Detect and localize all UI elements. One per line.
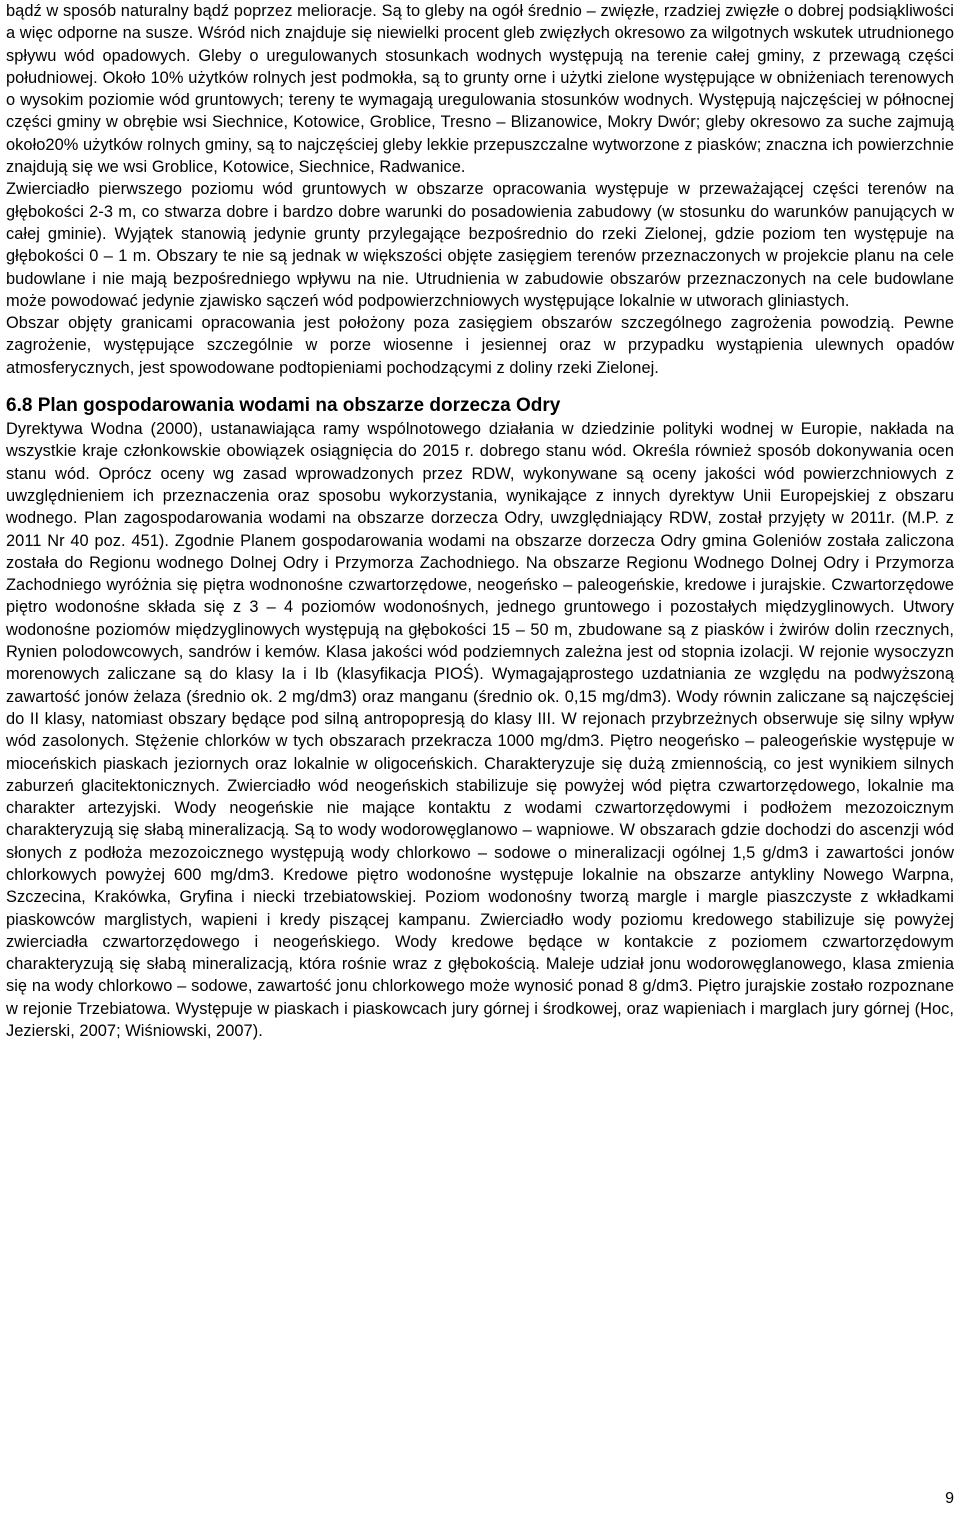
paragraph-soils: bądź w sposób naturalny bądź poprzez melioracje. Są to gleby na ogół średnio – zwięzłe, rzadziej zwięzłe o dobrej podsiąkliwości a więc odporne na susze. Wśród nich znajduje się niewielki procent gleb zwięzłych okresowo za wilgotnych wskutek utrudnionego spływu wód opadowych. Gleby o uregulowanych stosunkach wodnych występują na terenie całej gminy, z przewagą części południowej. Około 10% użytków rolnych jest podmokła, są to grunty orne i użytki zielone występujące w obniżeniach terenowych o wysokim poziomie wód gruntowych; tereny te wymagają uregulowania stosunków wodnych. Występują najczęściej w północnej części gminy w obrębie wsi Siechnice, Kotowice, Groblice, Tresno – Blizanowice, Mokry Dwór; gleby okresowo za suche zajmują około20% użytków rolnych gminy, są to najczęściej gleby lekkie przepuszczalne wytworzone z piasków; znaczna ich powierzchnie znajdują się we wsi Groblice, Kotowice, Siechnice, Radwanice. <box>6 2 954 177</box>
paragraph-groundwater: Zwierciadło pierwszego poziomu wód gruntowych w obszarze opracowania występuje w przeważającej części terenów na głębokości 2-3 m, co stwarza dobre i bardzo dobre warunki do posadowienia zabudowy (w stosunku do warunków panujących w całej gminie). Wyjątek stanowią jedynie grunty przylegające bezpośrednio do rzeki Zielonej, gdzie poziom ten występuje na głębokości 0 – 1 m. Obszary te nie są jednak w większości objęte zasięgiem terenów przeznaczonych w projekcie planu na cele budowlane i nie mają bezpośredniego wpływu na nie. Utrudnienia w zabudowie obszarów przeznaczonych na cele budowlane może powodować jedynie zjawisko sączeń wód podpowierzchniowych występujące lokalnie w utworach gliniastych. <box>6 180 954 310</box>
paragraph-flood-risk: Obszar objęty granicami opracowania jest położony poza zasięgiem obszarów szczególnego zagrożenia powodzią. Pewne zagrożenie, występujące szczególnie w porze wiosenne i jesiennej oraz w przypadku wystąpienia ulewnych opadów atmosferycznych, jest spowodowane podtopieniami pochodzącymi z doliny rzeki Zielonej. <box>6 314 954 377</box>
document-page <box>6 0 954 1042</box>
page-number: 9 <box>945 1490 954 1507</box>
paragraph-water-management: Dyrektywa Wodna (2000), ustanawiająca ramy wspólnotowego działania w dziedzinie polityki wodnej w Europie, nakłada na wszystkie kraje członkowskie obowiązek osiągnięcia do 2015 r. dobrego stanu wód. Określa również sposób dokonywania ocen stanu wód. Oprócz oceny wg zasad wprowadzonych przez RDW, wykonywane są oceny jakości wód powierzchniowych z uwzględnieniem ich przeznaczenia oraz sposobu wykorzystania, wynikające z innych dyrektyw Unii Europejskiej z obszaru wodnego. Plan zagospodarowania wodami na obszarze dorzecza Odry, uwzględniający RDW, został przyjęty w 2011r. (M.P. z 2011 Nr 40 poz. 451). Zgodnie Planem gospodarowania wodami na obszarze dorzecza Odry gmina Goleniów została zaliczona została do Regionu wodnego Dolnej Odry i Przymorza Zachodniego. Na obszarze Regionu Wodnego Dolnej Odry i Przymorza Zachodniego wyróżnia się piętra wodnonośne czwartorzędowe, neogeńsko – paleogeńskie, kredowe i jurajskie. Czwartorzędowe piętro wodonośne składa się z 3 – 4 poziomów wodonośnych, jednego gruntowego i pozostałych międzyglinowych. Utwory wodonośne poziomów międzyglinowych występują na głębokości 15 – 50 m, zbudowane są z piasków i żwirów dolin rzecznych, Rynien polodowcowych, sandrów i kemów. Klasa jakości wód podziemnych zależna jest od stopnia izolacji. W rejonie wysoczyzn morenowych zaliczane są do klasy Ia i Ib (klasyfikacja PIOŚ). Wymagająprostego uzdatniania ze względu na podwyższoną zawartość jonów żelaza (średnio ok. 2 mg/dm3) oraz manganu (średnio ok. 0,15 mg/dm3). Wody równin zaliczane są najczęściej do II klasy, natomiast obszary będące pod silną antropopresją do klasy III. W rejonach przybrzeżnych obserwuje się silny wpływ wód zasolonych. Stężenie chlorków w tych obszarach przekracza 1000 mg/dm3. Piętro neogeńsko – paleogeńskie występuje w mioceńskich piaskach jeziornych oraz lokalnie w oligoceńskich. Charakteryzuje się dużą zmiennością, co jest wynikiem silnych zaburzeń glacitektonicznych. Zwierciadło wód neogeńskich stabilizuje się powyżej wód piętra czwartorzędowego, lokalnie ma charakter artezyjski. Wody neogeńskie nie mające kontaktu z wodami czwartorzędowymi i podłożem mezozoicznym charakteryzują się słabą mineralizacją. Są to wody wodorowęglanowo – wapniowe. W obszarach gdzie dochodzi do ascenzji wód słonych z podłoża mezozoicznego występują wody chlorkowo – sodowe o mineralizacji ogólnej 1,5 g/dm3 i zawartości jonów chlorkowych powyżej 600 mg/dm3. Kredowe piętro wodonośne występuje lokalnie na obszarze antykliny Nowego Warpna, Szczecina, Krakówka, Gryfina i niecki trzebiatowskiej. Poziom wodonośny tworzą margle i margle piaszczyste z wkładkami piaskowców marglistych, wapieni i kredy piszącej kampanu. Zwierciadło wody poziomu kredowego stabilizuje się powyżej zwierciadła czwartorzędowego i neogeńskiego. Wody kredowe będące w kontakcie z poziomem czwartorzędowym charakteryzują się słabą mineralizacją, która rośnie wraz z głębokością. Maleje udział jonu wodorowęglanowego, klasa zmienia się na wody chlorkowo – sodowe, zawartość jonu chlorkowego może wynosić ponad 8 g/dm3. Piętro jurajskie zostało rozpoznane w rejonie Trzebiatowa. Występuje w piaskach i piaskowcach jury górnej i środkowej, oraz wapieniach i marglach jury górnej (Hoc, Jezierski, 2007; Wiśniowski, 2007). <box>6 420 954 1041</box>
section-heading: 6.8 Plan gospodarowania wodami na obszarze dorzecza Odry <box>6 395 561 417</box>
